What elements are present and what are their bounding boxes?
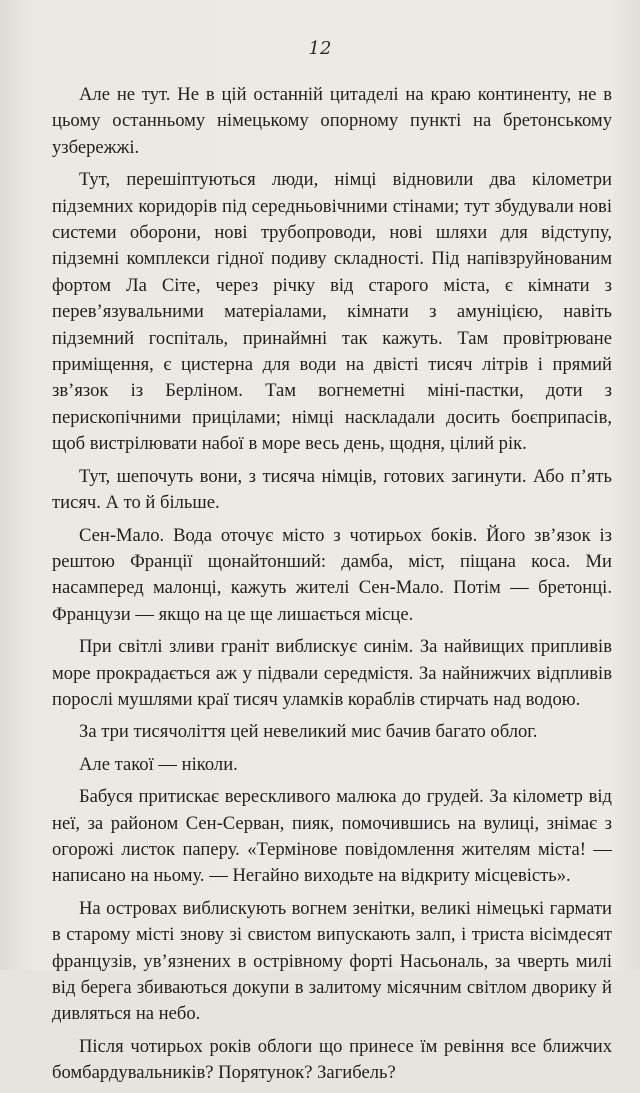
paragraph: Але не тут. Не в цій останній цитаделі на краю континенту, не в цьому останньому німецькому опорному пункті на бретонському узбережжі. [52,84,612,158]
paragraph: Тут, перешіптуються люди, німці відновили два кілометри підземних коридорів під середньовічними стінами; тут збудували нові системи оборони, нові трубопроводи, нові шляхи для відступу, підземні комплекси гідної подиву складності. Під напівзруйнованим фортом Ла Сіте, через річку від старого міста, є кімнати з перев’язувальними матеріалами, кімнати з амуніцією, навіть підземний госпіталь, принаймні так кажуть. Там провітрюване приміщення, є цистерна для води на двісті тисяч літрів і прямий зв’язок із Берліном. Там вогнеметні міні-пастки, доти з перископічними прицілами; німці наскладали досить боєприпасів, щоб вистрілювати набої в море весь день, щодня, цілий рік. [52,169,612,455]
paragraph: На островах виблискують вогнем зенітки, великі німецькі гармати в старому місті знову зі свистом випускають залп, і триста вісімдесят французів, ув’язнених в острівному форті Насьональ, за чверть милі від берега збиваються докупи в залитому місячним світлом дворику й дивляться на небо. [52,897,612,1025]
paragraph: Сен-Мало. Вода оточує місто з чотирьох боків. Його зв’язок із рештою Франції щонайтонший: дамба, міст, піщана коса. Ми насамперед малонці, кажуть жителі Сен-Мало. Потім — бретонці. Французи — якщо на це ще лишається місце. [52,524,612,625]
paragraph: Після чотирьох років облоги що принесе їм ревіння все ближчих бомбардувальників? Порятунок? Загибель? [52,1035,612,1084]
paragraph: При світлі зливи граніт виблискує синім. За найвищих припливів море прокрадається аж у підвали середмістя. За найнижчих відпливів порослі мушлями краї тисяч уламків кораблів стирчать над водою. [52,636,612,710]
paragraph: За три тисячоліття цей невеликий мис бачив багато облог. [79,721,538,743]
body-text [52,82,612,1093]
paragraph: Бабуся притискає верескливого малюка до грудей. За кілометр від неї, за районом Сен-Серван, пияк, помочившись на вулиці, знімає з огорожі листок паперу. «Термінове повідомлення жителям міста! — написано на ньому. — Негайно виходьте на відкриту місцевість». [52,786,612,887]
page-number: 12 [308,38,332,59]
paragraph: Тут, шепочуть вони, з тисяча німців, готових загинути. Або п’ять тисяч. А то й більше. [52,465,612,514]
paragraph: Але такої — ніколи. [79,753,238,775]
